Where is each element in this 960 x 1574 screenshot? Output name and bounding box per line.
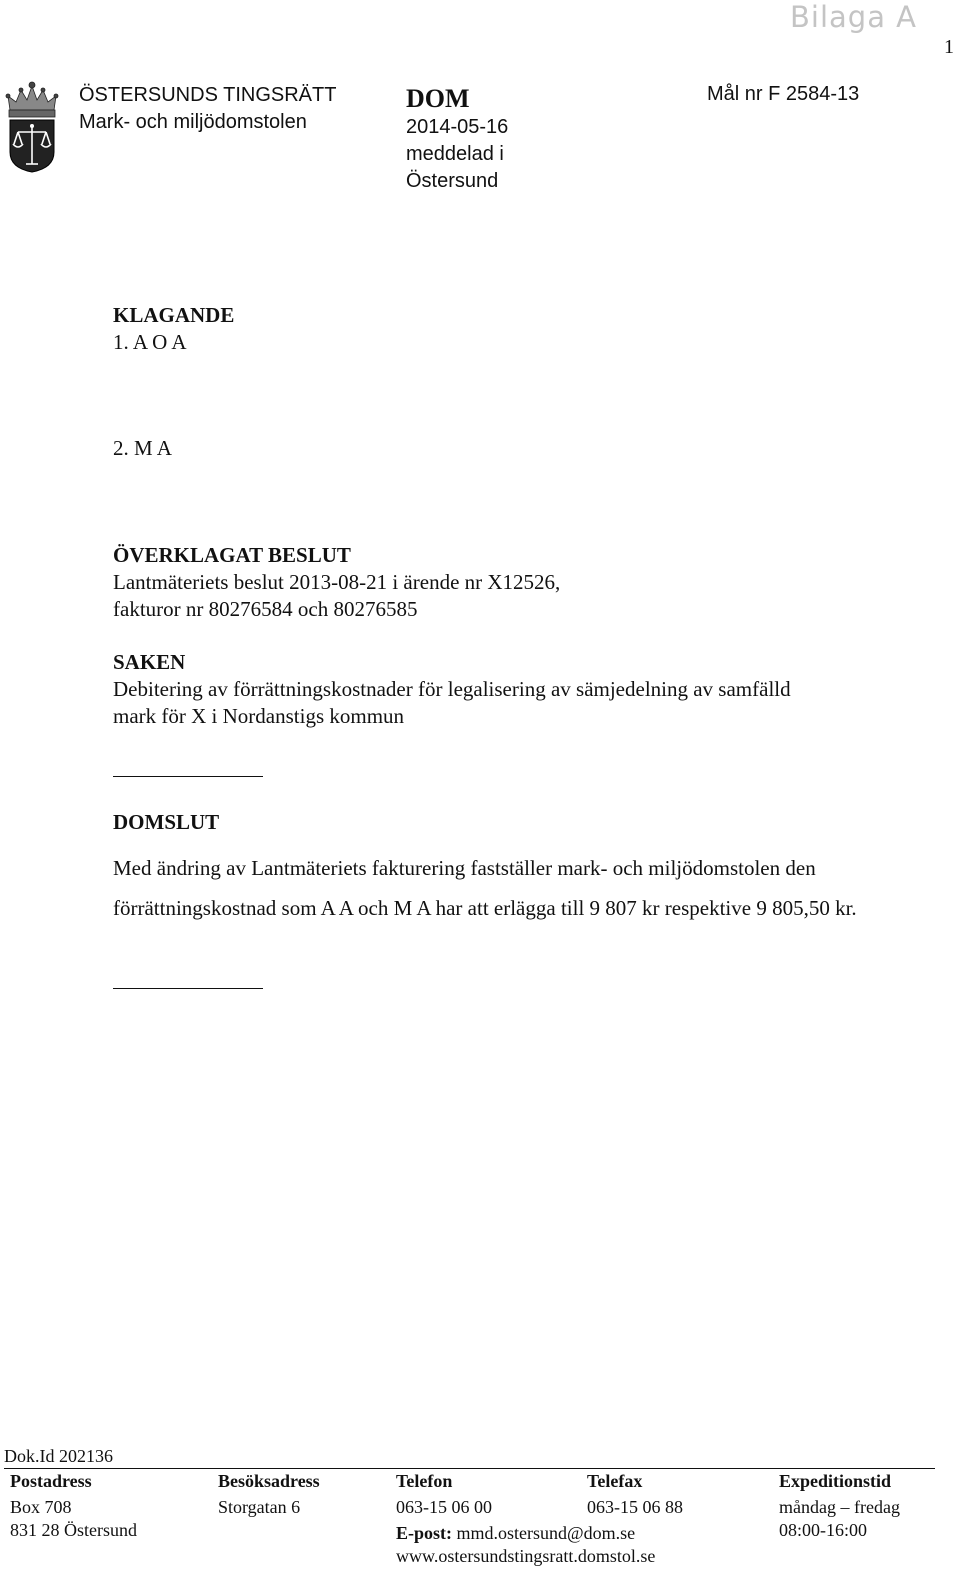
footer-hours-days: måndag – fredag <box>779 1497 900 1517</box>
matter-heading: SAKEN <box>113 650 186 674</box>
footer-postal-line-2: 831 28 Östersund <box>10 1520 137 1540</box>
case-number: Mål nr F 2584-13 <box>707 83 860 105</box>
judgment-heading: DOMSLUT <box>113 810 220 834</box>
footer-email-row <box>396 1522 655 1545</box>
court-header <box>79 82 336 136</box>
judgment-text: Med ändring av Lantmäteriets fakturering fastställer mark- och miljödomstolen den förrättningskostnad som A A och M A har att erlägga till 9 807 kr respektive 9 805,50 kr. <box>113 856 857 920</box>
appealed-decision-heading: ÖVERKLAGAT BESLUT <box>113 543 351 567</box>
footer-hours-heading: Expeditionstid <box>779 1471 892 1491</box>
document-date: 2014-05-16 <box>406 116 509 138</box>
annex-label: Bilaga A <box>790 0 918 34</box>
footer-fax-number: 063-15 06 88 <box>587 1497 683 1517</box>
document-type-block <box>406 84 536 195</box>
appellants-heading: KLAGANDE <box>113 303 235 327</box>
appealed-decision-line-2: fakturor nr 80276584 och 80276585 <box>113 597 418 621</box>
appellant-2: 2. M A <box>113 436 172 460</box>
court-emblem-icon <box>4 80 60 174</box>
footer-phone-number: 063-15 06 00 <box>396 1497 492 1517</box>
footer-fax <box>587 1470 683 1519</box>
document-id: Dok.Id 202136 <box>4 1446 113 1466</box>
issued-line-1: meddelad i <box>406 143 504 165</box>
footer-postal-line-1: Box 708 <box>10 1497 72 1517</box>
footer-email-label: E-post: <box>396 1523 453 1543</box>
footer-divider <box>4 1468 935 1469</box>
matter-line-2: mark för X i Nordanstigs kommun <box>113 704 405 728</box>
footer-phone-heading: Telefon <box>396 1471 453 1491</box>
document-type: DOM <box>406 84 470 113</box>
court-division: Mark- och miljödomstolen <box>79 111 307 133</box>
appellant-1: 1. A O A <box>113 330 187 354</box>
section-divider <box>113 988 263 989</box>
footer-visit-line-1: Storgatan 6 <box>218 1497 301 1517</box>
footer-visit-heading: Besöksadress <box>218 1471 320 1491</box>
footer-visit-address <box>218 1470 320 1519</box>
footer-office-hours <box>779 1470 900 1542</box>
matter-line-1: Debitering av förrättningskostnader för legalisering av sämjedelning av samfälld <box>113 677 791 701</box>
footer-fax-heading: Telefax <box>587 1471 643 1491</box>
footer-postal-address <box>10 1470 137 1542</box>
appealed-decision-line-1: Lantmäteriets beslut 2013-08-21 i ärende nr X12526, <box>113 570 561 594</box>
footer-website-link[interactable]: www.ostersundstingsratt.domstol.se <box>396 1546 656 1566</box>
issued-line-2: Östersund <box>406 170 499 192</box>
section-divider <box>113 776 263 777</box>
page-number: 1 <box>944 36 954 58</box>
court-name: ÖSTERSUNDS TINGSRÄTT <box>79 84 337 106</box>
footer-email-link[interactable]: mmd.ostersund@dom.se <box>456 1523 636 1543</box>
footer-postal-heading: Postadress <box>10 1471 92 1491</box>
footer-hours-time: 08:00-16:00 <box>779 1520 867 1540</box>
